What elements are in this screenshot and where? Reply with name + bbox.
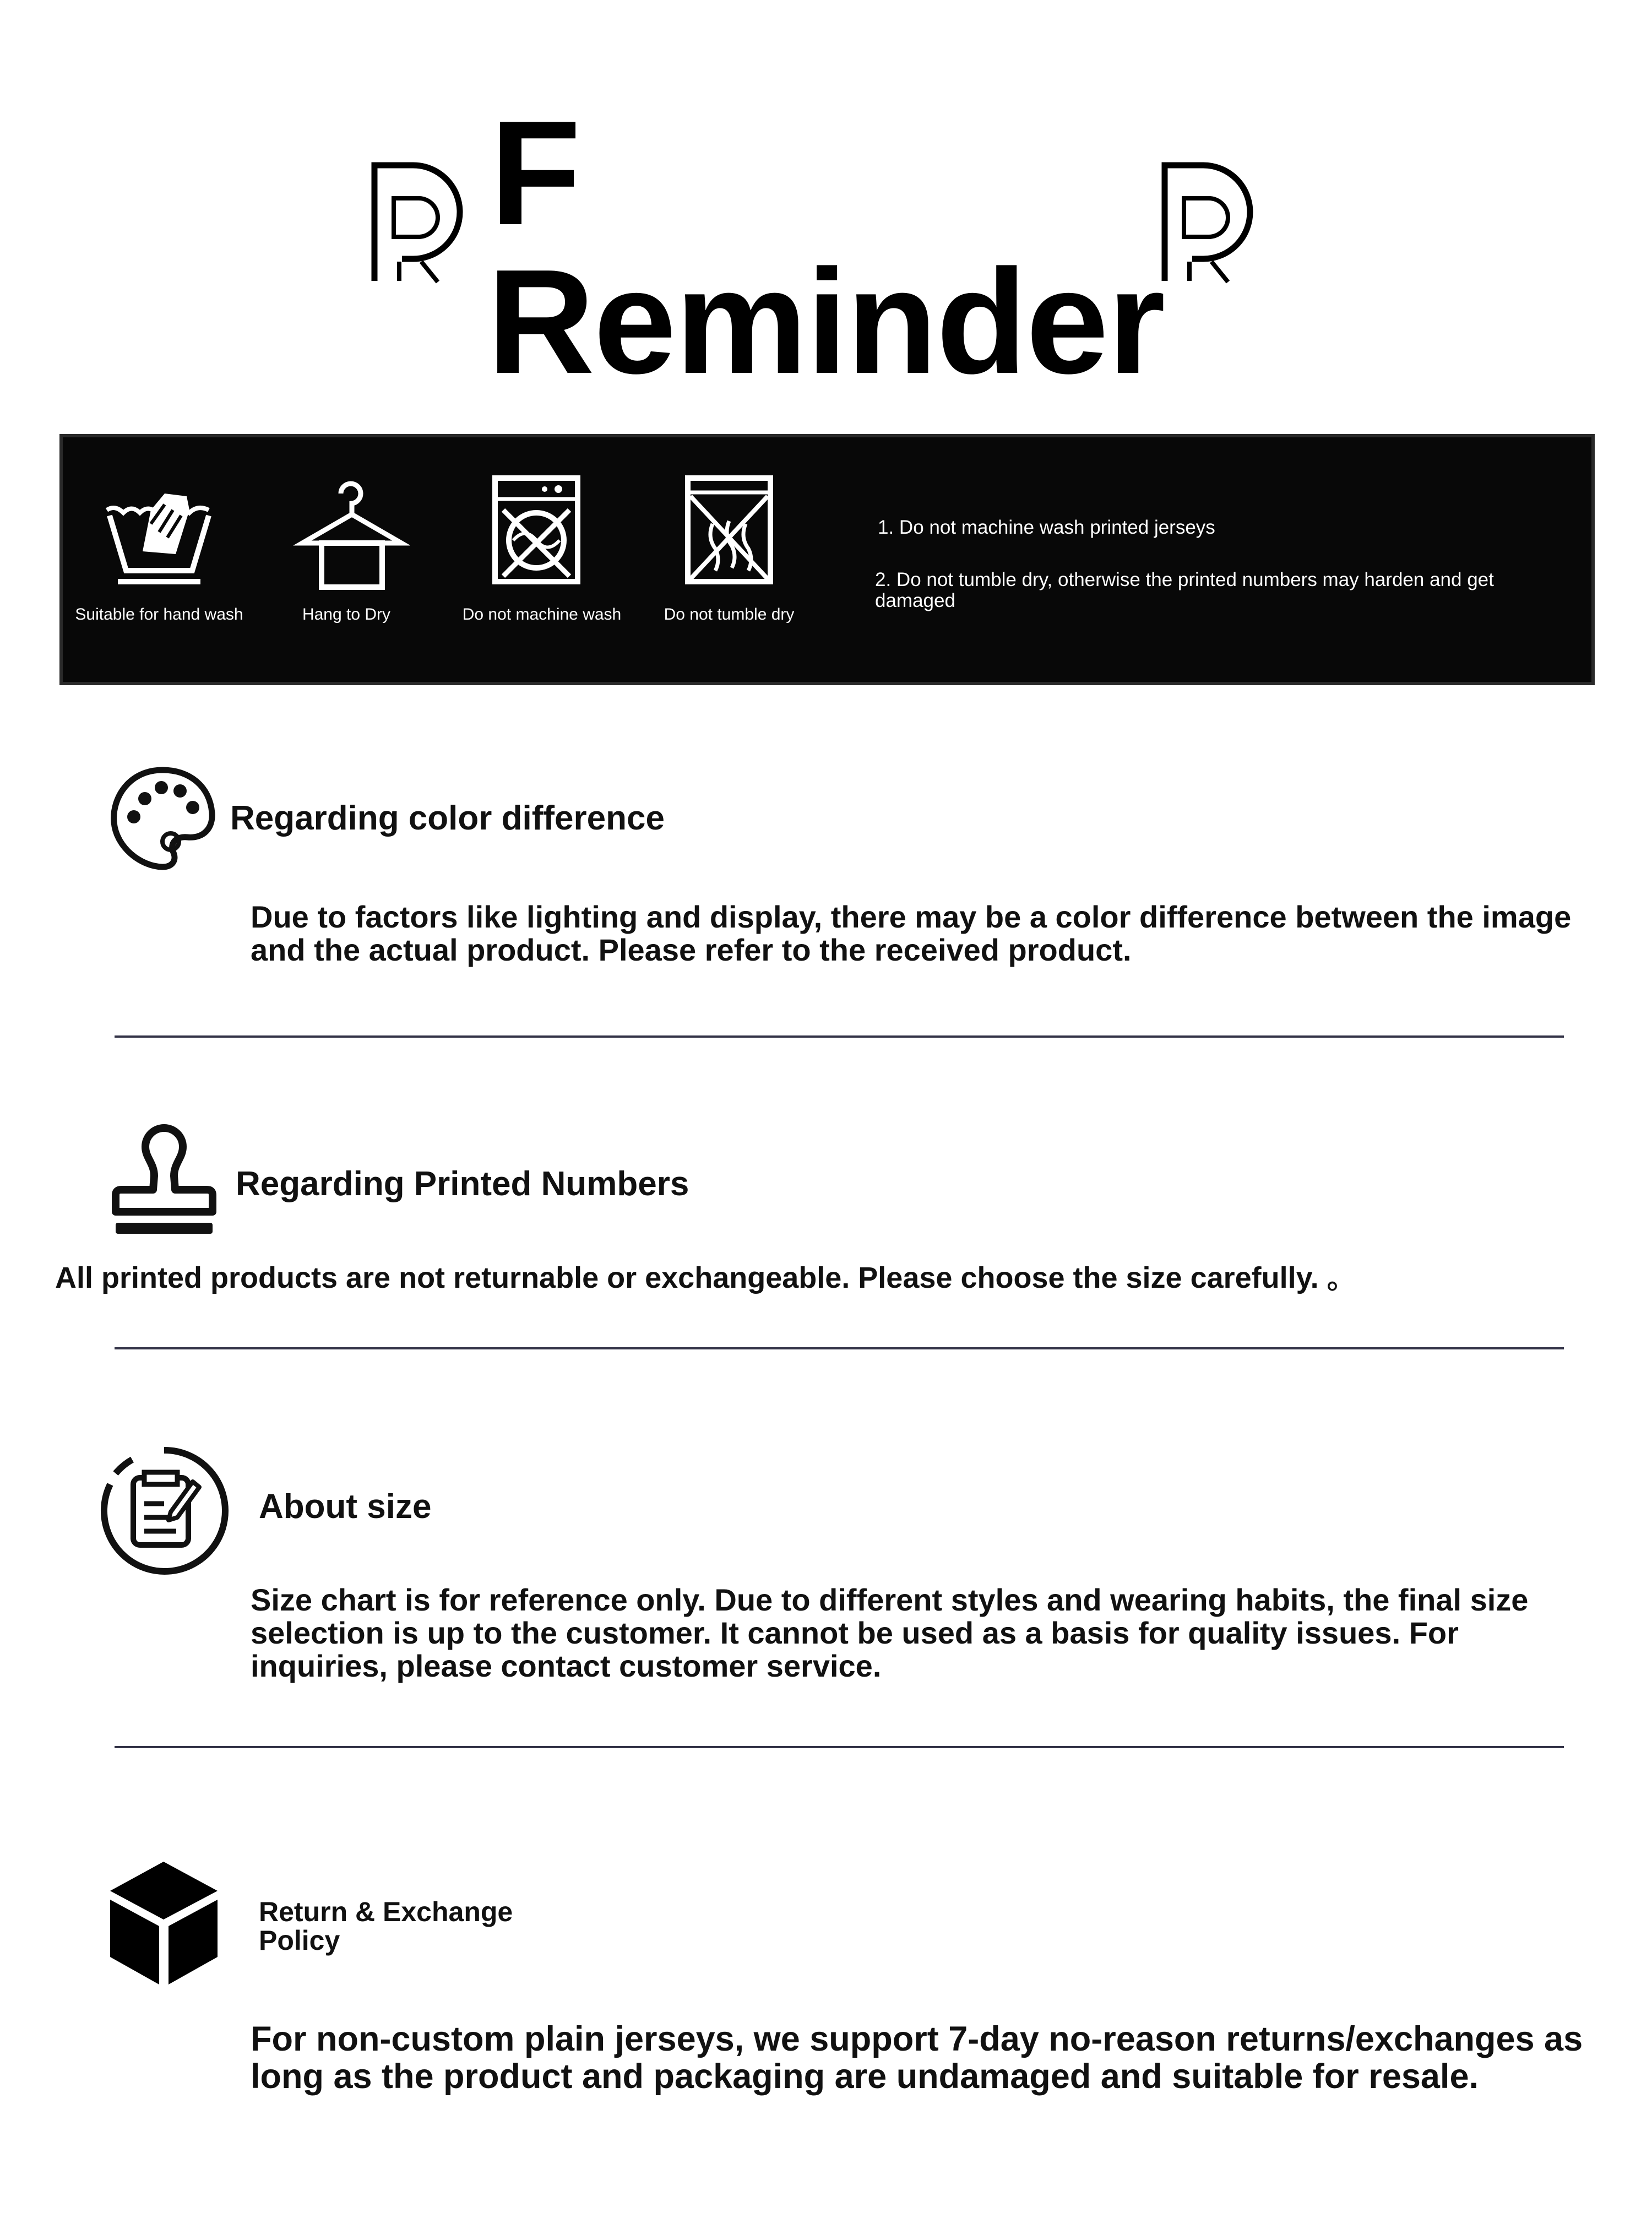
divider	[115, 1035, 1564, 1038]
care-rule-1: 1. Do not machine wash printed jerseys	[878, 517, 1215, 538]
no-tumble-dry-icon	[669, 471, 790, 593]
section-heading-return-policy: Return & Exchange Policy	[259, 1896, 513, 1956]
section-body-color: Due to factors like lighting and display, there may be a color difference between the image and the actual product. Please refer to the received product.	[251, 899, 1572, 967]
no-machine-wash-icon	[476, 471, 597, 593]
stamp-icon	[109, 1124, 219, 1237]
section-heading-printed-numbers: Regarding Printed Numbers	[236, 1165, 689, 1203]
section-heading-color: Regarding color difference	[230, 799, 665, 837]
care-label-hang-dry: Hang to Dry	[302, 605, 391, 623]
document-edit-icon	[99, 1446, 229, 1575]
section-body-printed-numbers: All printed products are not returnable or exchangeable. Please choose the size carefully. 。	[55, 1261, 1357, 1294]
care-label-no-tumble-dry: Do not tumble dry	[664, 605, 795, 623]
care-instructions-panel	[59, 434, 1595, 685]
divider	[115, 1347, 1564, 1349]
care-label-hand-wash: Suitable for hand wash	[75, 605, 243, 623]
brand-logo-right	[1159, 160, 1264, 286]
divider	[115, 1746, 1564, 1748]
page-title: Reminder	[487, 239, 1165, 405]
palette-icon	[107, 764, 218, 872]
title-letter: F	[490, 90, 581, 256]
box-icon	[107, 1859, 220, 1986]
hand-wash-icon	[99, 471, 220, 593]
section-body-size: Size chart is for reference only. Due to different styles and wearing habits, the final size selection is up to the customer. It cannot be used as a basis for quality issues. For inquiries, please contact customer service.	[251, 1582, 1529, 1683]
section-heading-size: About size	[259, 1488, 432, 1526]
care-label-no-machine-wash: Do not machine wash	[462, 605, 622, 623]
hang-dry-icon	[289, 471, 410, 593]
care-rule-2: 2. Do not tumble dry, otherwise the printed numbers may harden and get damaged	[875, 569, 1494, 611]
section-body-return-policy: For non-custom plain jerseys, we support 7-day no-reason returns/exchanges as long as the product and packaging are undamaged and suitable for resale.	[251, 2020, 1583, 2096]
brand-logo-left	[369, 160, 474, 286]
